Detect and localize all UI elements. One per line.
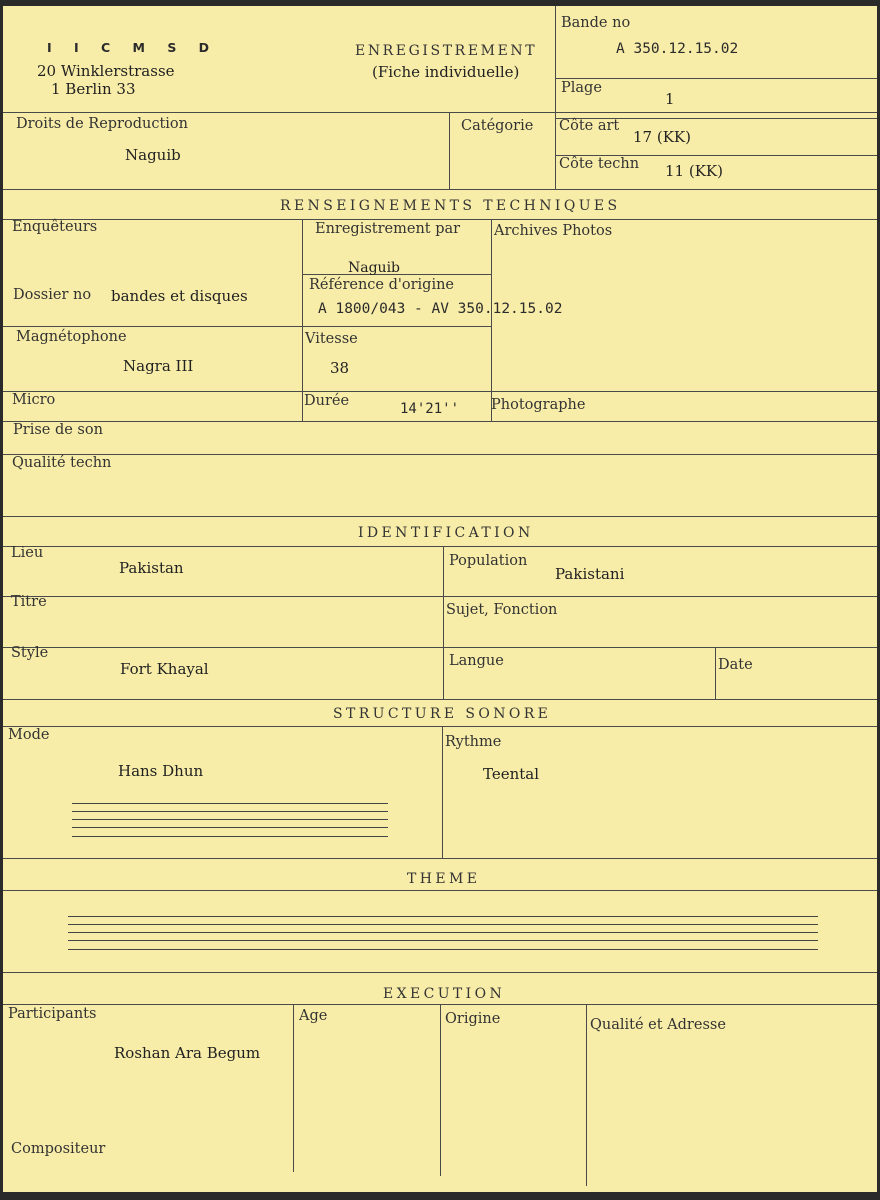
rule [3, 391, 877, 392]
lieu-label: Lieu [11, 545, 44, 561]
cote-techn-label: Côte techn [559, 156, 640, 172]
rule [3, 454, 877, 455]
form-title: ENREGISTREMENT [355, 43, 538, 59]
magnetophone-label: Magnétophone [16, 329, 127, 345]
droits-value: Naguib [125, 146, 181, 164]
sujet-fonction-label: Sujet, Fonction [446, 602, 558, 618]
bande-label: Bande no [561, 15, 631, 31]
rule [3, 546, 877, 547]
rule [555, 6, 556, 189]
rule [3, 858, 877, 859]
origine-label: Origine [445, 1011, 501, 1027]
rule [3, 972, 877, 973]
participants-value: Roshan Ara Begum [114, 1044, 261, 1062]
mode-value: Hans Dhun [118, 762, 204, 780]
magnetophone-value: Nagra III [123, 357, 194, 375]
style-value: Fort Khayal [120, 660, 209, 678]
vitesse-value: 38 [330, 359, 350, 377]
titre-label: Titre [11, 594, 47, 610]
qualite-techn-label: Qualité techn [12, 455, 112, 471]
categorie-label: Catégorie [461, 118, 534, 134]
rule [440, 1004, 441, 1176]
style-label: Style [11, 645, 49, 661]
plage-label: Plage [561, 80, 602, 96]
section-title-identification: IDENTIFICATION [358, 525, 534, 541]
duree-label: Durée [304, 393, 350, 409]
rule [3, 726, 877, 727]
vitesse-label: Vitesse [305, 331, 358, 347]
section-title-execution: EXECUTION [383, 986, 506, 1002]
enqueteurs-label: Enquêteurs [12, 219, 98, 235]
rule [3, 516, 877, 517]
rule [586, 1004, 587, 1186]
participants-label: Participants [8, 1006, 97, 1022]
population-value: Pakistani [555, 565, 625, 583]
duree-value: 14'21'' [400, 401, 460, 417]
reference-label: Référence d'origine [309, 277, 455, 293]
archives-photos-label: Archives Photos [494, 223, 613, 239]
dossier-label: Dossier no [13, 287, 92, 303]
rule [491, 219, 492, 421]
rythme-label: Rythme [445, 734, 502, 750]
plage-value: 1 [665, 90, 675, 108]
rythme-value: Teental [483, 765, 540, 783]
droits-label: Droits de Reproduction [16, 116, 188, 132]
photographe-label: Photographe [491, 397, 586, 413]
lieu-value: Pakistan [119, 559, 184, 577]
enregistrement-par-label: Enregistrement par [315, 221, 461, 237]
dossier-value: bandes et disques [111, 287, 248, 305]
rule [293, 1004, 294, 1172]
population-label: Population [449, 553, 528, 569]
rule [3, 699, 877, 700]
section-title-technique: RENSEIGNEMENTS TECHNIQUES [280, 198, 621, 214]
date-label: Date [718, 657, 753, 673]
rule [3, 112, 877, 113]
bande-value: A 350.12.15.02 [616, 41, 739, 57]
rule [3, 596, 877, 597]
rule [3, 421, 877, 422]
mode-label: Mode [8, 727, 50, 743]
section-title-structure: STRUCTURE SONORE [333, 706, 552, 722]
rule [3, 647, 877, 648]
rule [3, 890, 877, 891]
reference-value: A 1800/043 - AV 350.12.15.02 [318, 301, 563, 317]
rule [555, 78, 877, 79]
cote-techn-value: 11 (KK) [665, 162, 723, 180]
age-label: Age [299, 1008, 328, 1024]
prise-de-son-label: Prise de son [13, 422, 103, 438]
address-line-2: 1 Berlin 33 [51, 80, 136, 98]
micro-label: Micro [12, 392, 56, 408]
langue-label: Langue [449, 653, 504, 669]
enregistrement-par-value: Naguib [348, 260, 401, 276]
address-line-1: 20 Winklerstrasse [37, 62, 175, 80]
rule [442, 726, 443, 858]
rule [715, 647, 716, 699]
rule [302, 219, 303, 421]
cote-art-value: 17 (KK) [633, 128, 691, 146]
rule [449, 112, 450, 189]
form-subtitle: (Fiche individuelle) [372, 63, 520, 81]
rule [3, 326, 492, 327]
rule [443, 546, 444, 699]
section-title-theme: THEME [407, 871, 481, 887]
cote-art-label: Côte art [559, 118, 620, 134]
org-name: I I C M S D [47, 40, 219, 55]
index-card [3, 6, 877, 1192]
compositeur-label: Compositeur [11, 1141, 106, 1157]
qualite-adresse-label: Qualité et Adresse [590, 1017, 726, 1033]
rule [3, 189, 877, 190]
